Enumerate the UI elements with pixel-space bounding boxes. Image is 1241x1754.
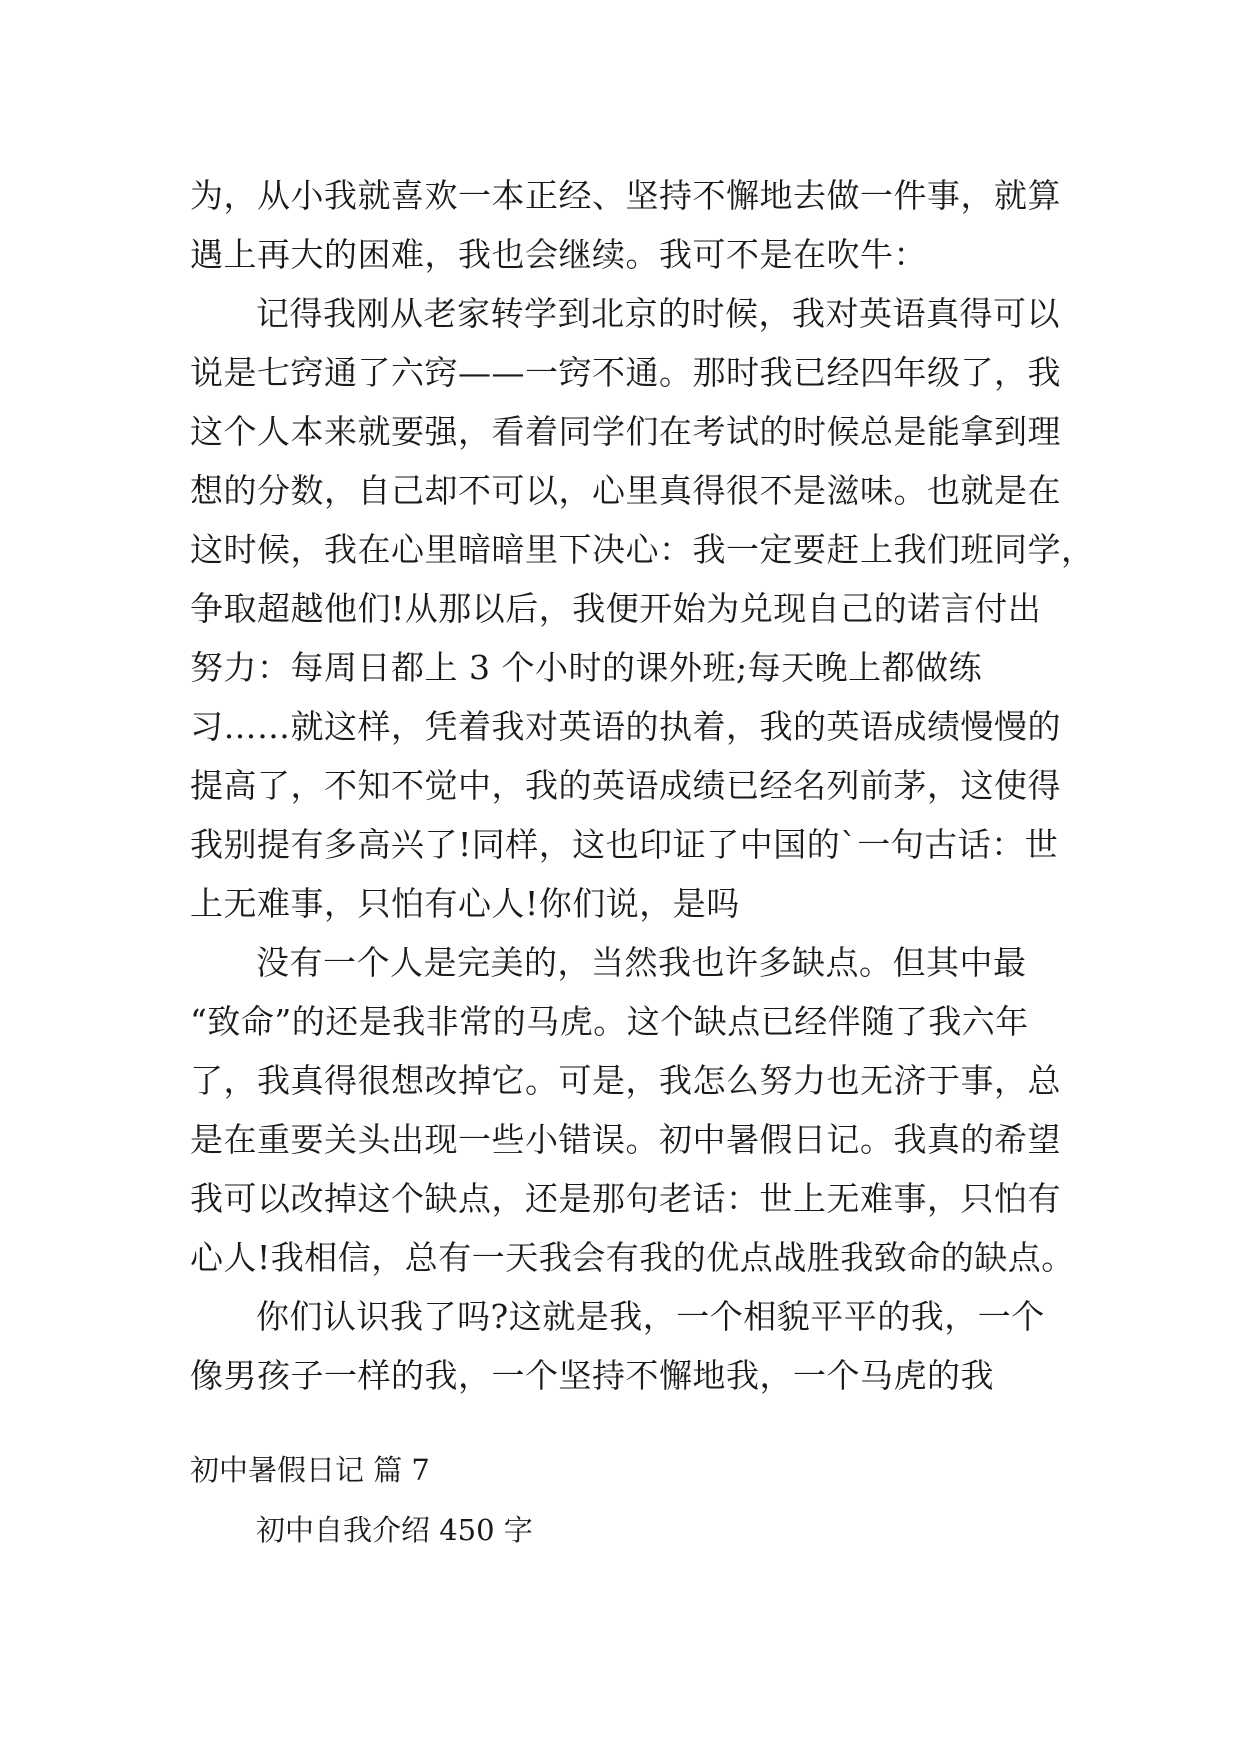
text-line: 心人!我相信，总有一天我会有我的优点战胜我致命的缺点。 [190,1238,1075,1277]
text-line: 是在重要关头出现一些小错误。初中暑假日记。我真的希望 [190,1120,1061,1159]
text-line: 提高了，不知不觉中，我的英语成绩已经名列前茅，这使得 [190,766,1061,805]
paragraph-start-line: 你们认识我了吗?这就是我，一个相貌平平的我，一个 [256,1297,1045,1336]
section-subheading: 初中自我介绍 450 字 [256,1513,533,1547]
paragraph-start-line: 记得我刚从老家转学到北京的时候，我对英语真得可以 [256,294,1060,333]
body-text [190,166,1095,1405]
text-line: 像男孩子一样的我，一个坚持不懈地我，一个马虎的我 [190,1356,994,1395]
text-line: 我可以改掉这个缺点，还是那句老话：世上无难事，只怕有 [190,1179,1061,1218]
text-line: 习……就这样，凭着我对英语的执着，我的英语成绩慢慢的 [190,707,1061,746]
text-line: 想的分数，自己却不可以，心里真得很不是滋味。也就是在 [190,471,1061,510]
text-line: 了，我真得很想改掉它。可是，我怎么努力也无济于事，总 [190,1061,1061,1100]
text-line: 争取超越他们!从那以后，我便开始为兑现自己的诺言付出 [190,589,1042,628]
text-line: “致命”的还是我非常的马虎。这个缺点已经伴随了我六年 [190,1002,1029,1041]
text-line: 这时候，我在心里暗暗里下决心：我一定要赶上我们班同学， [190,530,1095,569]
text-line: 说是七窍通了六窍——一窍不通。那时我已经四年级了，我 [190,353,1061,392]
text-line: 遇上再大的困难，我也会继续。我可不是在吹牛： [190,235,927,274]
text-line: 为，从小我就喜欢一本正经、坚持不懈地去做一件事，就算 [190,176,1061,215]
text-line: 上无难事，只怕有心人!你们说，是吗 [190,884,740,923]
text-line: 努力：每周日都上 3 个小时的课外班;每天晚上都做练 [190,648,983,687]
text-line: 这个人本来就要强，看着同学们在考试的时候总是能拿到理 [190,412,1061,451]
paragraph-start-line: 没有一个人是完美的，当然我也许多缺点。但其中最 [256,943,1027,982]
text-line: 我别提有多高兴了!同样，这也印证了中国的`一句古话：世 [190,825,1059,864]
section-heading: 初中暑假日记 篇 7 [190,1453,430,1487]
